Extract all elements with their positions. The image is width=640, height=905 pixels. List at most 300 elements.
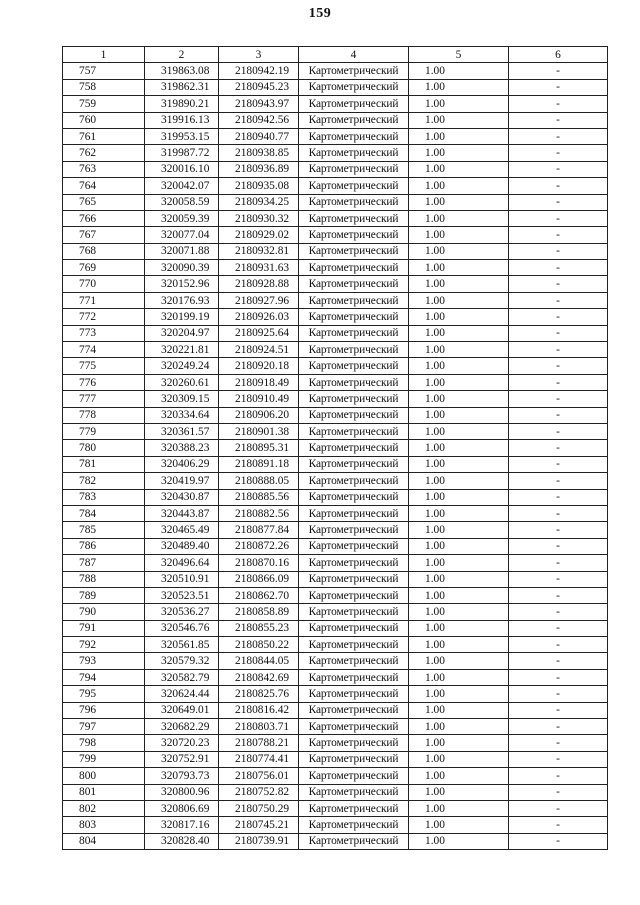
accuracy-cell: 1.00 (409, 505, 509, 521)
point-number-cell: 790 (63, 604, 145, 620)
note-cell: - (509, 571, 608, 587)
point-number-cell: 777 (63, 391, 145, 407)
accuracy-cell: 1.00 (409, 292, 509, 308)
accuracy-cell: 1.00 (409, 391, 509, 407)
note-cell: - (509, 653, 608, 669)
note-cell: - (509, 702, 608, 718)
accuracy-cell: 1.00 (409, 604, 509, 620)
column-header: 6 (509, 47, 608, 63)
point-number-cell: 776 (63, 374, 145, 390)
accuracy-cell: 1.00 (409, 719, 509, 735)
x-coordinate-cell: 319916.13 (145, 112, 219, 128)
note-cell: - (509, 276, 608, 292)
accuracy-cell: 1.00 (409, 489, 509, 505)
y-coordinate-cell: 2180924.51 (219, 342, 299, 358)
y-coordinate-cell: 2180825.76 (219, 686, 299, 702)
point-number-cell: 804 (63, 833, 145, 849)
accuracy-cell: 1.00 (409, 96, 509, 112)
method-cell: Картометрический (299, 342, 409, 358)
table-row (63, 243, 608, 259)
point-number-cell: 781 (63, 456, 145, 472)
table-row (63, 391, 608, 407)
method-cell: Картометрический (299, 63, 409, 79)
y-coordinate-cell: 2180940.77 (219, 128, 299, 144)
point-number-cell: 780 (63, 440, 145, 456)
y-coordinate-cell: 2180936.89 (219, 161, 299, 177)
table-row (63, 210, 608, 226)
accuracy-cell: 1.00 (409, 423, 509, 439)
method-cell: Картометрический (299, 522, 409, 538)
x-coordinate-cell: 320361.57 (145, 423, 219, 439)
x-coordinate-cell: 319953.15 (145, 128, 219, 144)
note-cell: - (509, 719, 608, 735)
page-number: 159 (308, 6, 332, 21)
table-header-row (63, 47, 608, 63)
table-row (63, 473, 608, 489)
table-row (63, 342, 608, 358)
x-coordinate-cell: 320624.44 (145, 686, 219, 702)
y-coordinate-cell: 2180891.18 (219, 456, 299, 472)
note-cell: - (509, 342, 608, 358)
method-cell: Картометрический (299, 309, 409, 325)
note-cell: - (509, 505, 608, 521)
note-cell: - (509, 833, 608, 849)
point-number-cell: 775 (63, 358, 145, 374)
x-coordinate-cell: 320752.91 (145, 751, 219, 767)
method-cell: Картометрический (299, 571, 409, 587)
note-cell: - (509, 79, 608, 95)
method-cell: Картометрический (299, 637, 409, 653)
table-row (63, 63, 608, 79)
x-coordinate-cell: 320058.59 (145, 194, 219, 210)
note-cell: - (509, 178, 608, 194)
accuracy-cell: 1.00 (409, 817, 509, 833)
column-header: 2 (145, 47, 219, 63)
point-number-cell: 791 (63, 620, 145, 636)
accuracy-cell: 1.00 (409, 227, 509, 243)
y-coordinate-cell: 2180885.56 (219, 489, 299, 505)
point-number-cell: 785 (63, 522, 145, 538)
method-cell: Картометрический (299, 719, 409, 735)
y-coordinate-cell: 2180930.32 (219, 210, 299, 226)
table-row (63, 440, 608, 456)
accuracy-cell: 1.00 (409, 768, 509, 784)
note-cell: - (509, 391, 608, 407)
table-row (63, 719, 608, 735)
y-coordinate-cell: 2180866.09 (219, 571, 299, 587)
y-coordinate-cell: 2180925.64 (219, 325, 299, 341)
method-cell: Картометрический (299, 817, 409, 833)
column-header: 4 (299, 47, 409, 63)
x-coordinate-cell: 320582.79 (145, 669, 219, 685)
accuracy-cell: 1.00 (409, 79, 509, 95)
accuracy-cell: 1.00 (409, 309, 509, 325)
note-cell: - (509, 735, 608, 751)
method-cell: Картометрический (299, 653, 409, 669)
table-row (63, 587, 608, 603)
table-row (63, 194, 608, 210)
table-row (63, 702, 608, 718)
point-number-cell: 797 (63, 719, 145, 735)
y-coordinate-cell: 2180918.49 (219, 374, 299, 390)
coordinates-table (62, 46, 608, 850)
y-coordinate-cell: 2180752.82 (219, 784, 299, 800)
y-coordinate-cell: 2180935.08 (219, 178, 299, 194)
y-coordinate-cell: 2180803.71 (219, 719, 299, 735)
y-coordinate-cell: 2180745.21 (219, 817, 299, 833)
method-cell: Картометрический (299, 620, 409, 636)
note-cell: - (509, 555, 608, 571)
method-cell: Картометрический (299, 276, 409, 292)
table-row (63, 571, 608, 587)
y-coordinate-cell: 2180942.19 (219, 63, 299, 79)
table-row (63, 276, 608, 292)
point-number-cell: 773 (63, 325, 145, 341)
accuracy-cell: 1.00 (409, 407, 509, 423)
y-coordinate-cell: 2180927.96 (219, 292, 299, 308)
method-cell: Картометрический (299, 555, 409, 571)
point-number-cell: 779 (63, 423, 145, 439)
accuracy-cell: 1.00 (409, 522, 509, 538)
method-cell: Картометрический (299, 96, 409, 112)
table-row (63, 178, 608, 194)
y-coordinate-cell: 2180850.22 (219, 637, 299, 653)
point-number-cell: 774 (63, 342, 145, 358)
table-row (63, 604, 608, 620)
method-cell: Картометрический (299, 423, 409, 439)
y-coordinate-cell: 2180932.81 (219, 243, 299, 259)
method-cell: Картометрический (299, 702, 409, 718)
y-coordinate-cell: 2180855.23 (219, 620, 299, 636)
y-coordinate-cell: 2180943.97 (219, 96, 299, 112)
accuracy-cell: 1.00 (409, 538, 509, 554)
method-cell: Картометрический (299, 292, 409, 308)
accuracy-cell: 1.00 (409, 161, 509, 177)
x-coordinate-cell: 320536.27 (145, 604, 219, 620)
x-coordinate-cell: 320793.73 (145, 768, 219, 784)
x-coordinate-cell: 320720.23 (145, 735, 219, 751)
accuracy-cell: 1.00 (409, 63, 509, 79)
table-row (63, 128, 608, 144)
accuracy-cell: 1.00 (409, 128, 509, 144)
y-coordinate-cell: 2180895.31 (219, 440, 299, 456)
note-cell: - (509, 358, 608, 374)
y-coordinate-cell: 2180844.05 (219, 653, 299, 669)
table-row (63, 456, 608, 472)
table-row (63, 407, 608, 423)
x-coordinate-cell: 320523.51 (145, 587, 219, 603)
point-number-cell: 758 (63, 79, 145, 95)
note-cell: - (509, 604, 608, 620)
accuracy-cell: 1.00 (409, 669, 509, 685)
table-row (63, 161, 608, 177)
table-row (63, 784, 608, 800)
x-coordinate-cell: 320388.23 (145, 440, 219, 456)
x-coordinate-cell: 320309.15 (145, 391, 219, 407)
y-coordinate-cell: 2180942.56 (219, 112, 299, 128)
note-cell: - (509, 243, 608, 259)
point-number-cell: 759 (63, 96, 145, 112)
note-cell: - (509, 96, 608, 112)
accuracy-cell: 1.00 (409, 571, 509, 587)
x-coordinate-cell: 320071.88 (145, 243, 219, 259)
note-cell: - (509, 145, 608, 161)
accuracy-cell: 1.00 (409, 686, 509, 702)
method-cell: Картометрический (299, 145, 409, 161)
y-coordinate-cell: 2180756.01 (219, 768, 299, 784)
method-cell: Картометрический (299, 440, 409, 456)
point-number-cell: 800 (63, 768, 145, 784)
method-cell: Картометрический (299, 505, 409, 521)
note-cell: - (509, 751, 608, 767)
x-coordinate-cell: 320546.76 (145, 620, 219, 636)
table-row (63, 555, 608, 571)
point-number-cell: 782 (63, 473, 145, 489)
point-number-cell: 771 (63, 292, 145, 308)
note-cell: - (509, 784, 608, 800)
note-cell: - (509, 473, 608, 489)
y-coordinate-cell: 2180929.02 (219, 227, 299, 243)
note-cell: - (509, 112, 608, 128)
method-cell: Картометрический (299, 391, 409, 407)
x-coordinate-cell: 320077.04 (145, 227, 219, 243)
point-number-cell: 787 (63, 555, 145, 571)
y-coordinate-cell: 2180910.49 (219, 391, 299, 407)
table-row (63, 358, 608, 374)
x-coordinate-cell: 320828.40 (145, 833, 219, 849)
x-coordinate-cell: 319890.21 (145, 96, 219, 112)
note-cell: - (509, 637, 608, 653)
table-row (63, 112, 608, 128)
table-row (63, 292, 608, 308)
accuracy-cell: 1.00 (409, 702, 509, 718)
point-number-cell: 763 (63, 161, 145, 177)
x-coordinate-cell: 320221.81 (145, 342, 219, 358)
y-coordinate-cell: 2180888.05 (219, 473, 299, 489)
y-coordinate-cell: 2180901.38 (219, 423, 299, 439)
method-cell: Картометрический (299, 178, 409, 194)
x-coordinate-cell: 320042.07 (145, 178, 219, 194)
point-number-cell: 757 (63, 63, 145, 79)
method-cell: Картометрический (299, 489, 409, 505)
y-coordinate-cell: 2180906.20 (219, 407, 299, 423)
table-row (63, 96, 608, 112)
table-row (63, 538, 608, 554)
y-coordinate-cell: 2180774.41 (219, 751, 299, 767)
accuracy-cell: 1.00 (409, 276, 509, 292)
table-row (63, 374, 608, 390)
accuracy-cell: 1.00 (409, 440, 509, 456)
y-coordinate-cell: 2180862.70 (219, 587, 299, 603)
x-coordinate-cell: 320199.19 (145, 309, 219, 325)
accuracy-cell: 1.00 (409, 800, 509, 816)
x-coordinate-cell: 319987.72 (145, 145, 219, 161)
x-coordinate-cell: 320204.97 (145, 325, 219, 341)
method-cell: Картометрический (299, 260, 409, 276)
accuracy-cell: 1.00 (409, 751, 509, 767)
point-number-cell: 765 (63, 194, 145, 210)
method-cell: Картометрический (299, 784, 409, 800)
point-number-cell: 802 (63, 800, 145, 816)
note-cell: - (509, 292, 608, 308)
table-row (63, 686, 608, 702)
accuracy-cell: 1.00 (409, 374, 509, 390)
point-number-cell: 778 (63, 407, 145, 423)
x-coordinate-cell: 320443.87 (145, 505, 219, 521)
table-row (63, 751, 608, 767)
table-row (63, 325, 608, 341)
y-coordinate-cell: 2180870.16 (219, 555, 299, 571)
note-cell: - (509, 768, 608, 784)
accuracy-cell: 1.00 (409, 342, 509, 358)
method-cell: Картометрический (299, 604, 409, 620)
table-row (63, 817, 608, 833)
table-row (63, 79, 608, 95)
point-number-cell: 798 (63, 735, 145, 751)
point-number-cell: 768 (63, 243, 145, 259)
note-cell: - (509, 210, 608, 226)
x-coordinate-cell: 320579.32 (145, 653, 219, 669)
method-cell: Картометрический (299, 210, 409, 226)
method-cell: Картометрический (299, 227, 409, 243)
column-header: 1 (63, 47, 145, 63)
accuracy-cell: 1.00 (409, 784, 509, 800)
x-coordinate-cell: 320649.01 (145, 702, 219, 718)
method-cell: Картометрический (299, 374, 409, 390)
accuracy-cell: 1.00 (409, 620, 509, 636)
accuracy-cell: 1.00 (409, 653, 509, 669)
note-cell: - (509, 538, 608, 554)
x-coordinate-cell: 320176.93 (145, 292, 219, 308)
point-number-cell: 764 (63, 178, 145, 194)
accuracy-cell: 1.00 (409, 735, 509, 751)
accuracy-cell: 1.00 (409, 358, 509, 374)
point-number-cell: 770 (63, 276, 145, 292)
x-coordinate-cell: 320090.39 (145, 260, 219, 276)
method-cell: Картометрический (299, 325, 409, 341)
y-coordinate-cell: 2180920.18 (219, 358, 299, 374)
x-coordinate-cell: 320419.97 (145, 473, 219, 489)
table-row (63, 768, 608, 784)
method-cell: Картометрический (299, 538, 409, 554)
method-cell: Картометрический (299, 669, 409, 685)
method-cell: Картометрический (299, 407, 409, 423)
accuracy-cell: 1.00 (409, 260, 509, 276)
accuracy-cell: 1.00 (409, 587, 509, 603)
x-coordinate-cell: 320016.10 (145, 161, 219, 177)
y-coordinate-cell: 2180882.56 (219, 505, 299, 521)
y-coordinate-cell: 2180931.63 (219, 260, 299, 276)
point-number-cell: 772 (63, 309, 145, 325)
x-coordinate-cell: 319863.08 (145, 63, 219, 79)
accuracy-cell: 1.00 (409, 555, 509, 571)
method-cell: Картометрический (299, 243, 409, 259)
table-row (63, 669, 608, 685)
note-cell: - (509, 161, 608, 177)
note-cell: - (509, 194, 608, 210)
accuracy-cell: 1.00 (409, 325, 509, 341)
point-number-cell: 784 (63, 505, 145, 521)
point-number-cell: 803 (63, 817, 145, 833)
note-cell: - (509, 63, 608, 79)
x-coordinate-cell: 319862.31 (145, 79, 219, 95)
point-number-cell: 796 (63, 702, 145, 718)
x-coordinate-cell: 320682.29 (145, 719, 219, 735)
point-number-cell: 769 (63, 260, 145, 276)
y-coordinate-cell: 2180858.89 (219, 604, 299, 620)
y-coordinate-cell: 2180872.26 (219, 538, 299, 554)
y-coordinate-cell: 2180750.29 (219, 800, 299, 816)
y-coordinate-cell: 2180938.85 (219, 145, 299, 161)
x-coordinate-cell: 320249.24 (145, 358, 219, 374)
table-row (63, 505, 608, 521)
table-row (63, 145, 608, 161)
x-coordinate-cell: 320465.49 (145, 522, 219, 538)
accuracy-cell: 1.00 (409, 637, 509, 653)
accuracy-cell: 1.00 (409, 112, 509, 128)
table-row (63, 833, 608, 849)
column-header: 5 (409, 47, 509, 63)
point-number-cell: 762 (63, 145, 145, 161)
point-number-cell: 801 (63, 784, 145, 800)
x-coordinate-cell: 320334.64 (145, 407, 219, 423)
x-coordinate-cell: 320152.96 (145, 276, 219, 292)
point-number-cell: 792 (63, 637, 145, 653)
point-number-cell: 794 (63, 669, 145, 685)
table-row (63, 653, 608, 669)
method-cell: Картометрический (299, 768, 409, 784)
table-row (63, 260, 608, 276)
y-coordinate-cell: 2180739.91 (219, 833, 299, 849)
point-number-cell: 760 (63, 112, 145, 128)
note-cell: - (509, 456, 608, 472)
x-coordinate-cell: 320406.29 (145, 456, 219, 472)
note-cell: - (509, 522, 608, 538)
table-row (63, 522, 608, 538)
note-cell: - (509, 325, 608, 341)
point-number-cell: 783 (63, 489, 145, 505)
x-coordinate-cell: 320561.85 (145, 637, 219, 653)
accuracy-cell: 1.00 (409, 210, 509, 226)
table-row (63, 800, 608, 816)
y-coordinate-cell: 2180928.88 (219, 276, 299, 292)
table-row (63, 423, 608, 439)
method-cell: Картометрический (299, 79, 409, 95)
note-cell: - (509, 374, 608, 390)
x-coordinate-cell: 320260.61 (145, 374, 219, 390)
method-cell: Картометрический (299, 128, 409, 144)
table-row (63, 637, 608, 653)
point-number-cell: 761 (63, 128, 145, 144)
method-cell: Картометрический (299, 194, 409, 210)
point-number-cell: 793 (63, 653, 145, 669)
note-cell: - (509, 669, 608, 685)
note-cell: - (509, 227, 608, 243)
method-cell: Картометрический (299, 161, 409, 177)
x-coordinate-cell: 320430.87 (145, 489, 219, 505)
point-number-cell: 799 (63, 751, 145, 767)
method-cell: Картометрический (299, 686, 409, 702)
note-cell: - (509, 128, 608, 144)
accuracy-cell: 1.00 (409, 473, 509, 489)
table-row (63, 735, 608, 751)
note-cell: - (509, 260, 608, 276)
point-number-cell: 788 (63, 571, 145, 587)
accuracy-cell: 1.00 (409, 194, 509, 210)
y-coordinate-cell: 2180926.03 (219, 309, 299, 325)
method-cell: Картометрический (299, 587, 409, 603)
note-cell: - (509, 407, 608, 423)
